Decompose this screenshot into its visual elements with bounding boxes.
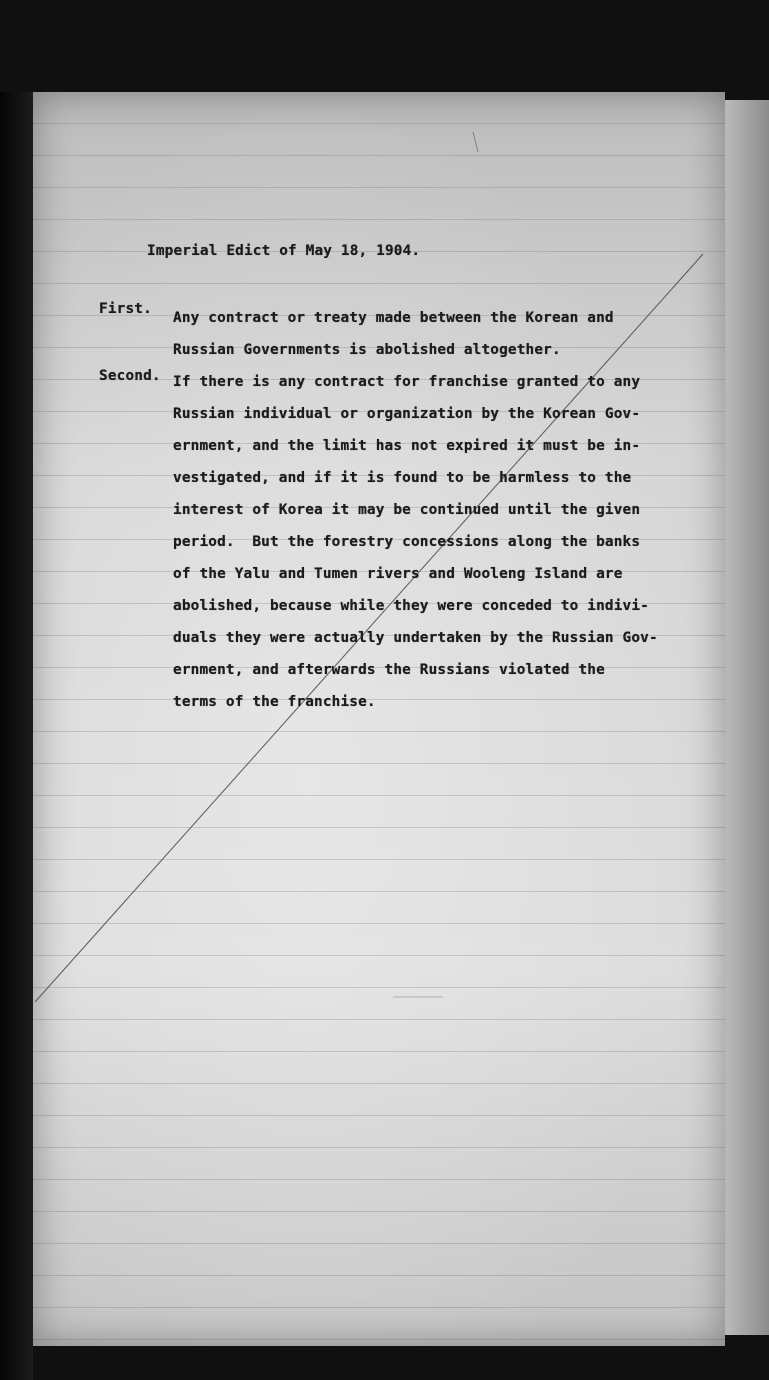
section-second-line-11: terms of the franchise. xyxy=(173,694,376,710)
section-second-line-3: ernment, and the limit has not expired it must be in- xyxy=(173,438,641,454)
diagonal-scratch-mark xyxy=(33,92,725,1346)
typed-document-sheet xyxy=(33,92,725,1346)
section-second-line-8: abolished, because while they were conceded to indivi- xyxy=(173,598,649,614)
section-second-line-9: duals they were actually undertaken by the Russian Gov- xyxy=(173,630,658,646)
section-second-line-1: If there is any contract for franchise granted to any xyxy=(173,374,641,390)
section-second-line-10: ernment, and afterwards the Russians violated the xyxy=(173,662,605,678)
section-first-line-1: Any contract or treaty made between the Korean and xyxy=(173,310,614,326)
section-second-label: Second. xyxy=(99,368,161,384)
left-margin-shadow xyxy=(0,92,33,1380)
section-first-label: First. xyxy=(99,301,152,317)
section-second-line-4: vestigated, and if it is found to be harmless to the xyxy=(173,470,632,486)
section-second-line-5: interest of Korea it may be continued until the given xyxy=(173,502,641,518)
section-second-line-7: of the Yalu and Tumen rivers and Wooleng Island are xyxy=(173,566,623,582)
section-second-line-6: period. But the forestry concessions along the banks xyxy=(173,534,641,550)
section-second-line-2: Russian individual or organization by the Korean Gov- xyxy=(173,406,641,422)
section-first-line-2: Russian Governments is abolished altogether. xyxy=(173,342,561,358)
edict-title: Imperial Edict of May 18, 1904. xyxy=(147,243,421,259)
